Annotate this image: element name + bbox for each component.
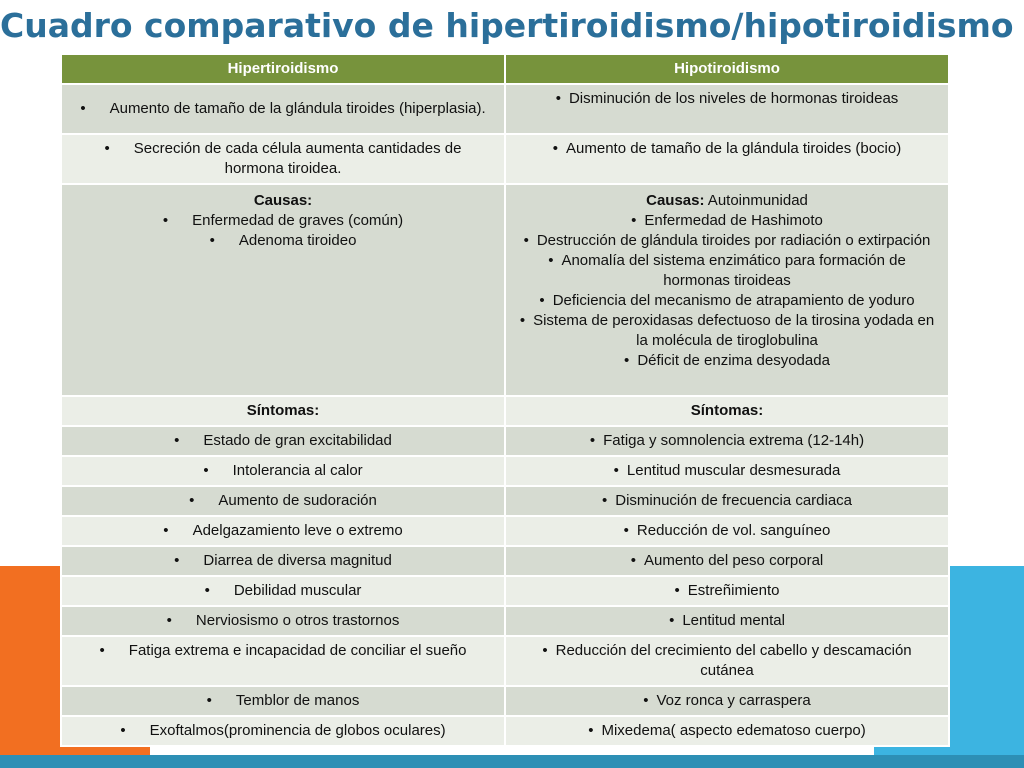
cell-text: • Estreñimiento [675,582,780,599]
cell-left [61,516,505,546]
list-item: • Sistema de peroxidasas defectuoso de la tirosina yodada en la molécula de tiroglobulina [520,312,934,349]
cell-text: • Reducción del crecimiento del cabello y descamación cutánea [542,642,911,679]
causes-left [61,184,505,396]
cell-text: • Voz ronca y carraspera [643,692,811,709]
list-item: • Adenoma tiroideo [210,232,357,249]
symptoms-heading-row [61,396,949,426]
cell-left [61,636,505,686]
table-row [61,686,949,716]
cell-text: • Aumento de tamaño de la glándula tiroides (hiperplasia). [80,100,485,117]
table-row [61,486,949,516]
symptoms-heading-right: Síntomas: [505,396,949,426]
header-hipotiroidismo: Hipotiroidismo [505,54,949,84]
cell-text: • Debilidad muscular [205,582,362,599]
cell-right [505,636,949,686]
table-row [61,576,949,606]
table-row [61,606,949,636]
list-item: • Deficiencia del mecanismo de atrapamiento de yoduro [539,292,914,309]
cell-right [505,426,949,456]
table-row [61,426,949,456]
table-row [61,636,949,686]
cell-text: • Aumento de sudoración [189,492,377,509]
cell-text: • Mixedema( aspecto edematoso cuerpo) [588,722,866,739]
cell-right [505,606,949,636]
table-row [61,716,949,746]
cell-left [61,426,505,456]
causes-right [505,184,949,396]
list-item: • Destrucción de glándula tiroides por radiación o extirpación [524,232,931,249]
cell-right [505,456,949,486]
cell-text: • Adelgazamiento leve o extremo [163,522,402,539]
cell-left [61,84,505,134]
cell-right [505,546,949,576]
causes-row [61,184,949,396]
cell-text: • Intolerancia al calor [203,462,362,479]
cell-left [61,606,505,636]
cell-text: • Nerviosismo o otros trastornos [167,612,400,629]
cell-text: • Secreción de cada célula aumenta cantidades de hormona tiroidea. [105,140,462,177]
cell-left [61,486,505,516]
slide-title: Cuadro comparativo de hipertiroidismo/hipotiroidismo [0,6,1014,45]
cell-text: • Lentitud muscular desmesurada [614,462,841,479]
cell-text: • Estado de gran excitabilidad [174,432,392,449]
cell-text: • Diarrea de diversa magnitud [174,552,392,569]
list-item: • Déficit de enzima desyodada [624,352,830,369]
cell-text: • Fatiga y somnolencia extrema (12-14h) [590,432,864,449]
causes-heading-extra: Autoinmunidad [704,192,808,209]
cell-right [505,486,949,516]
cell-text: • Aumento del peso corporal [631,552,824,569]
cell-right [505,686,949,716]
table-row [61,546,949,576]
cell-left [61,456,505,486]
cell-right [505,134,949,184]
list-item: • Anomalía del sistema enzimático para formación de hormonas tiroideas [548,252,906,289]
cell-right [505,516,949,546]
header-hipertiroidismo: Hipertiroidismo [61,54,505,84]
list-item: • Enfermedad de Hashimoto [631,212,823,229]
cell-right [505,84,949,134]
causes-heading: Causas: [253,192,313,209]
cell-text: • Temblor de manos [207,692,360,709]
comparison-table [60,53,950,747]
cell-left [61,546,505,576]
cell-left [61,716,505,746]
cell-text: • Reducción de vol. sanguíneo [624,522,831,539]
cell-left [61,576,505,606]
symptom-rows [61,426,949,746]
cell-text: • Disminución de frecuencia cardiaca [602,492,852,509]
cell-text: • Fatiga extrema e incapacidad de conciliar el sueño [100,642,467,659]
table-row [61,134,949,184]
table-row [61,456,949,486]
symptoms-heading-left: Síntomas: [61,396,505,426]
cell-text: • Disminución de los niveles de hormonas tiroideas [556,90,899,107]
bottom-accent-bar [0,755,1024,768]
cell-text: • Exoftalmos(prominencia de globos oculares) [120,722,445,739]
cell-right [505,716,949,746]
cell-right [505,576,949,606]
table-row [61,516,949,546]
list-item: • Enfermedad de graves (común) [163,212,403,229]
table-header-row [61,54,949,84]
cell-left [61,134,505,184]
cell-text: • Aumento de tamaño de la glándula tiroides (bocio) [553,140,901,157]
table-row [61,84,949,134]
cell-text: • Lentitud mental [669,612,785,629]
cell-left [61,686,505,716]
causes-heading: Causas: [646,192,705,209]
